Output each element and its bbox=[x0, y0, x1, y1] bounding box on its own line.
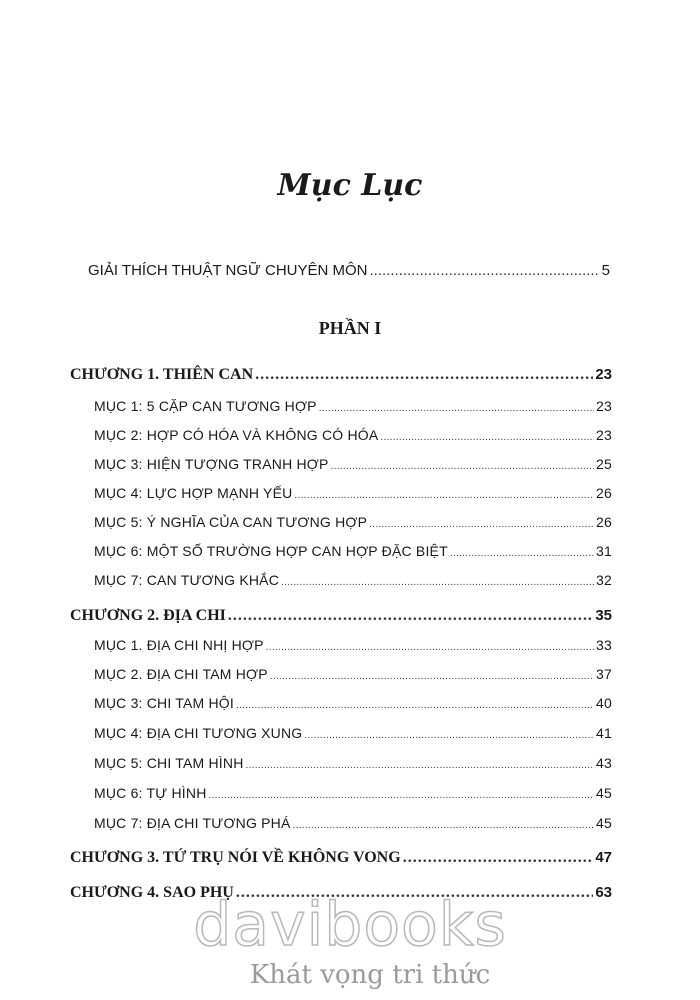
dot-leader bbox=[319, 403, 594, 414]
dot-leader bbox=[331, 461, 594, 472]
dot-leader bbox=[304, 730, 594, 741]
section-line bbox=[94, 572, 612, 588]
dot-leader bbox=[450, 548, 594, 559]
dot-leader bbox=[209, 790, 595, 801]
page-title: Mục Lục bbox=[277, 168, 423, 203]
dot-leader bbox=[266, 642, 594, 653]
section-label: MỤC 5: Ý NGHĨA CỦA CAN TƯƠNG HỢP bbox=[94, 514, 368, 530]
section-line bbox=[94, 514, 612, 530]
section-line bbox=[94, 725, 612, 741]
section-line bbox=[94, 456, 612, 472]
section-page: 37 bbox=[596, 666, 612, 682]
chapter-page: 63 bbox=[595, 884, 612, 901]
section-line bbox=[94, 637, 612, 653]
section-line bbox=[94, 398, 612, 414]
section-page: 45 bbox=[596, 815, 612, 831]
section-page: 33 bbox=[596, 637, 612, 653]
chapter-page: 35 bbox=[595, 607, 612, 624]
dot-leader bbox=[270, 671, 594, 682]
chapter-line bbox=[70, 366, 612, 384]
section-label: MỤC 7: CAN TƯƠNG KHẮC bbox=[94, 572, 280, 588]
section-page: 41 bbox=[596, 725, 612, 741]
section-page: 25 bbox=[596, 456, 612, 472]
chapter-label: CHƯƠNG 1. THIÊN CAN bbox=[70, 366, 254, 383]
section-label: MỤC 7: ĐỊA CHI TƯƠNG PHÁ bbox=[94, 815, 291, 831]
dot-leader bbox=[370, 262, 600, 279]
dot-leader bbox=[369, 519, 594, 530]
chapter-page: 23 bbox=[595, 366, 612, 383]
dot-leader bbox=[281, 577, 594, 588]
watermark-tagline: Khát vọng tri thức bbox=[249, 960, 491, 990]
section-line bbox=[94, 755, 612, 771]
section-page: 23 bbox=[596, 427, 612, 443]
section-label: MỤC 1: 5 CẶP CAN TƯƠNG HỢP bbox=[94, 398, 317, 414]
section-label: MỤC 6: MỘT SỐ TRƯỜNG HỢP CAN HỢP ĐẶC BIỆT bbox=[94, 543, 448, 559]
section-page: 40 bbox=[596, 695, 612, 711]
toc-intro-label: GIẢI THÍCH THUẬT NGỮ CHUYÊN MÔN bbox=[88, 262, 368, 279]
section-page: 32 bbox=[596, 572, 612, 588]
chapter-line bbox=[70, 849, 612, 867]
section-label: MỤC 5: CHI TAM HÌNH bbox=[94, 755, 244, 771]
section-label: MỤC 6: TỰ HÌNH bbox=[94, 785, 207, 801]
dot-leader bbox=[255, 366, 593, 384]
dot-leader bbox=[294, 490, 594, 501]
section-label: MỤC 4: ĐỊA CHI TƯƠNG XUNG bbox=[94, 725, 303, 741]
section-line bbox=[94, 427, 612, 443]
dot-leader bbox=[246, 760, 595, 771]
toc-intro-line bbox=[88, 262, 610, 279]
section-line bbox=[94, 785, 612, 801]
section-line bbox=[94, 815, 612, 831]
section-label: MỤC 4: LỰC HỢP MẠNH YẾU bbox=[94, 485, 293, 501]
chapter-label: CHƯƠNG 3. TỨ TRỤ NÓI VỀ KHÔNG VONG bbox=[70, 849, 401, 866]
dot-leader bbox=[228, 607, 593, 625]
section-label: MỤC 3: HIỆN TƯỢNG TRANH HỢP bbox=[94, 456, 329, 472]
section-line bbox=[94, 543, 612, 559]
section-page: 23 bbox=[596, 398, 612, 414]
section-page: 26 bbox=[596, 485, 612, 501]
section-line bbox=[94, 695, 612, 711]
section-page: 31 bbox=[596, 543, 612, 559]
toc-intro-page: 5 bbox=[601, 262, 610, 279]
section-label: MỤC 3: CHI TAM HỘI bbox=[94, 695, 234, 711]
part-heading: PHẦN I bbox=[318, 318, 382, 338]
dot-leader bbox=[403, 849, 594, 867]
section-label: MỤC 2: HỢP CÓ HÓA VÀ KHÔNG CÓ HÓA bbox=[94, 427, 379, 443]
section-line bbox=[94, 666, 612, 682]
chapter-label: CHƯƠNG 2. ĐỊA CHI bbox=[70, 607, 226, 624]
section-label: MỤC 1. ĐỊA CHI NHỊ HỢP bbox=[94, 637, 264, 653]
chapter-page: 47 bbox=[595, 849, 612, 866]
dot-leader bbox=[293, 820, 594, 831]
dot-leader bbox=[236, 700, 594, 711]
chapter-line bbox=[70, 607, 612, 625]
section-page: 26 bbox=[596, 514, 612, 530]
dot-leader bbox=[380, 432, 594, 443]
chapter-label: CHƯƠNG 4. SAO PHỤ bbox=[70, 884, 234, 901]
watermark-brand: davibooks bbox=[193, 890, 507, 960]
section-label: MỤC 2. ĐỊA CHI TAM HỢP bbox=[94, 666, 268, 682]
section-page: 43 bbox=[596, 755, 612, 771]
section-page: 45 bbox=[596, 785, 612, 801]
section-line bbox=[94, 485, 612, 501]
